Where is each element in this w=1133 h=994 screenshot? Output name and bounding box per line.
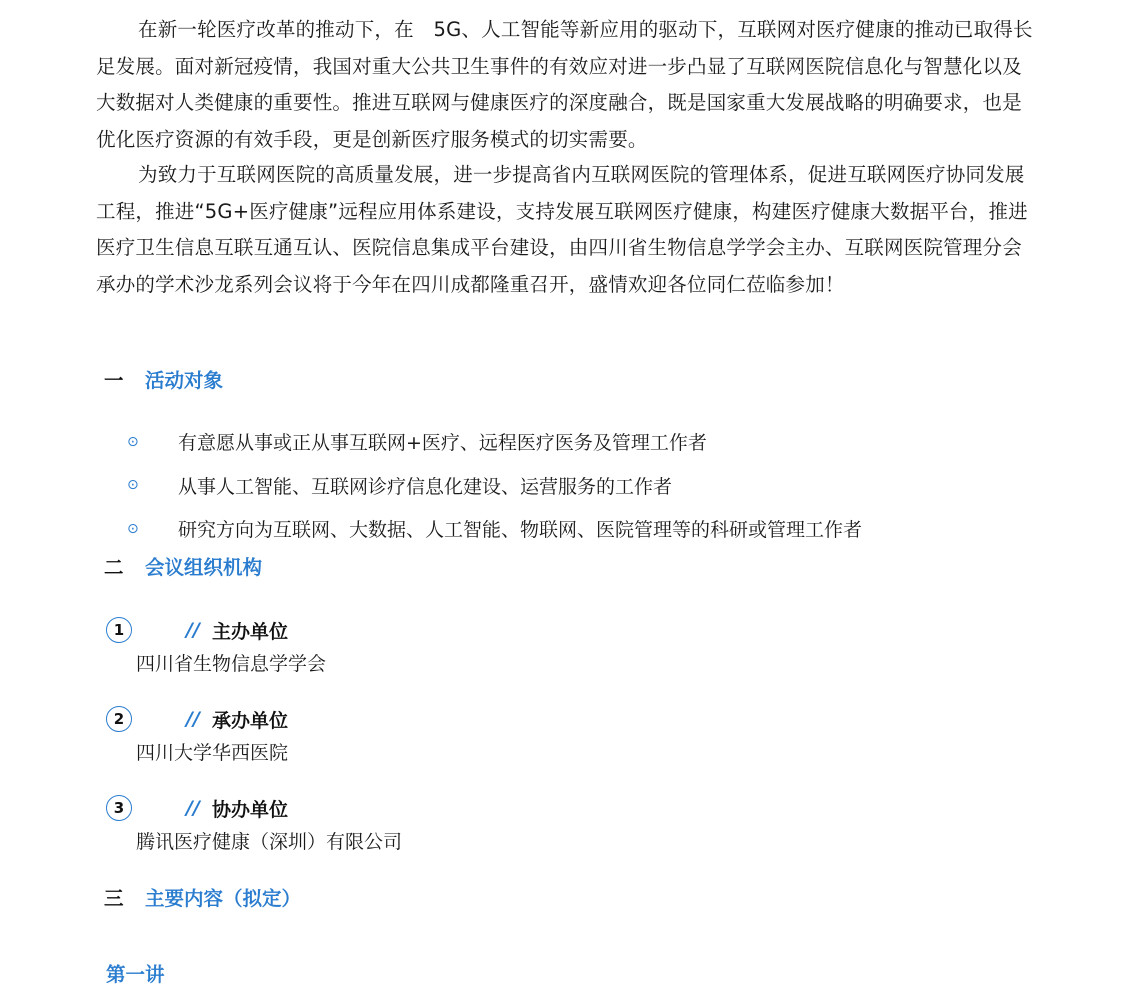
list-item-text: 研究方向为互联网、大数据、人工智能、物联网、医院管理等的科研或管理工作者 bbox=[178, 519, 863, 542]
list-item bbox=[126, 420, 862, 464]
section-number: 一 bbox=[104, 369, 124, 392]
co-organizer-block bbox=[106, 793, 402, 854]
section-number: 三 bbox=[104, 887, 124, 910]
organizer-title: 主办单位 bbox=[212, 620, 289, 643]
double-slash-icon: // bbox=[186, 619, 200, 641]
list-item-text: 从事人工智能、互联网诊疗信息化建设、运营服务的工作者 bbox=[178, 475, 673, 498]
section-title: 主要内容（拟定） bbox=[145, 887, 302, 910]
circle-dot-bullet-icon: ⊙ bbox=[127, 520, 139, 537]
number-badge: 2 bbox=[106, 706, 132, 732]
organizer-block bbox=[106, 615, 326, 676]
section-number: 二 bbox=[104, 556, 124, 579]
section-heading-main-content bbox=[104, 882, 301, 912]
section-title: 会议组织机构 bbox=[145, 556, 263, 579]
organizer-value: 四川省生物信息学学会 bbox=[136, 653, 327, 675]
circle-dot-bullet-icon: ⊙ bbox=[127, 477, 139, 494]
section-title: 活动对象 bbox=[145, 369, 224, 392]
circle-dot-bullet-icon: ⊙ bbox=[127, 433, 139, 450]
undertaker-value: 四川大学华西医院 bbox=[136, 742, 289, 764]
number-badge: 1 bbox=[106, 617, 132, 643]
intro-paragraph-2 bbox=[96, 157, 1036, 303]
section-heading-audience bbox=[104, 364, 223, 394]
undertaker-title: 承办单位 bbox=[212, 709, 289, 732]
double-slash-icon: // bbox=[186, 797, 200, 819]
co-organizer-value: 腾讯医疗健康（深圳）有限公司 bbox=[136, 831, 403, 853]
intro-paragraph-2-text: 为致力于互联网医院的高质量发展，进一步提高省内互联网医院的管理体系，促进互联网医疗协同发展工程，推进“5G+医疗健康”远程应用体系建设，支持发展互联网医疗健康，构建医疗健康大数据平台，推进医疗卫生信息互联互通互认、医院信息集成平台建设，由四川省生物信息学学会主办、互联网医院管理分会承办的学术沙龙系列会议将于今年在四川成都隆重召开，盛情欢迎各位同仁莅临参加！ bbox=[96, 163, 1028, 296]
double-slash-icon: // bbox=[186, 708, 200, 730]
lecture-1-heading: 第一讲 bbox=[106, 963, 165, 986]
intro-paragraph-1 bbox=[96, 12, 1036, 158]
number-badge: 3 bbox=[106, 795, 132, 821]
list-item-text: 有意愿从事或正从事互联网+医疗、远程医疗医务及管理工作者 bbox=[178, 432, 707, 455]
list-item bbox=[126, 464, 862, 508]
audience-list bbox=[126, 420, 862, 551]
section-heading-organization bbox=[104, 551, 262, 581]
co-organizer-title: 协办单位 bbox=[212, 798, 289, 821]
intro-paragraph-1-text: 在新一轮医疗改革的推动下，在 5G、人工智能等新应用的驱动下，互联网对医疗健康的推动已取得长足发展。面对新冠疫情，我国对重大公共卫生事件的有效应对进一步凸显了互联网医院信息化与智慧化以及大数据对人类健康的重要性。推进互联网与健康医疗的深度融合，既是国家重大发展战略的明确要求，也是优化医疗资源的有效手段，更是创新医疗服务模式的切实需要。 bbox=[96, 18, 1033, 151]
list-item bbox=[126, 507, 862, 551]
undertaker-block bbox=[106, 704, 288, 765]
